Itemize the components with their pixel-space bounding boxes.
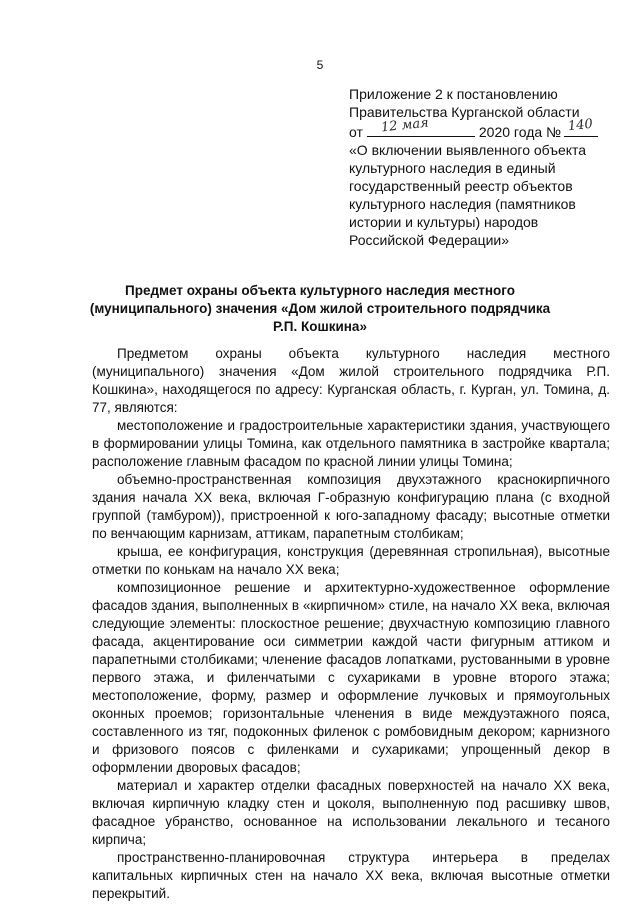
- body-paragraph: пространственно-планировочная структура интерьера в пределах капитальных кирпичных стен на начало XX века, включая высотные отметки перекрытий.: [92, 850, 610, 901]
- title-line: Р.П. Кошкина»: [273, 319, 367, 334]
- appendix-line-1: Приложение 2 к постановлению: [349, 86, 558, 102]
- appendix-line-2: Правительства Курганской области: [349, 104, 580, 120]
- body-paragraph: объемно-пространственная композиция двухэтажного краснокирпичного здания начала XX века, включая Г-образную конфигурацию плана (с входной группой (тамбуром)), пристроенной к юго-западному фасаду; высотные отметки по венчающим карнизам, аттикам, парапетным столбикам;: [92, 472, 610, 541]
- number-blank: [564, 116, 598, 137]
- document-title: [80, 282, 560, 336]
- date-blank: [367, 115, 475, 137]
- body-paragraph: материал и характер отделки фасадных поверхностей на начало XX века, включая кирпичную кладку стен и цоколя, выполненную под расшивку швов, фасадное убранство, основанное на использовании лекального и тесаного кирпича;: [92, 778, 610, 847]
- document-body: [92, 345, 610, 903]
- year-text: 2020 года №: [478, 124, 562, 140]
- body-paragraph: Предметом охраны объекта культурного наследия местного (муниципального) значения «Дом жилой строительного подрядчика Р.П. Кошкина», находящегося по адресу: Курганская область, г. Курган, ул. Томина, д. 77, являются:: [92, 346, 610, 415]
- appendix-subject: [349, 141, 619, 249]
- appendix-block: [349, 85, 619, 249]
- date-prefix: от: [349, 124, 363, 140]
- title-line: Предмет охраны объекта культурного наследия местного: [125, 283, 515, 298]
- subject-line: «О включении выявленного объекта: [349, 142, 587, 158]
- body-paragraph: крыша, ее конфигурация, конструкция (деревянная стропильная), высотные отметки по конькам на начало XX века;: [92, 544, 610, 577]
- body-paragraph: местоположение и градостроительные характеристики здания, участвующего в формировании улицы Томина, как отдельного памятника в застройке квартала; расположение главным фасадом по красной линии улицы Томина;: [92, 418, 610, 469]
- handwritten-date: 12 мая: [380, 115, 430, 136]
- body-paragraph: композиционное решение и архитектурно-художественное оформление фасадов здания, выполненных в «кирпичном» стиле, на начало XX века, включая следующие элементы: плоскостное решение; двухчастную композицию главного фасада, акцентирование оси симметрии каждой части фигурным аттиком и парапетными столбиками; членение фасадов лопатками, рустованными в уровне первого этажа, и филенчатыми с сухариками в уровне второго этажа; местоположение, форму, размер и оформление лучковых и прямоугольных оконных проемов; горизонтальные членения в виде междуэтажного пояса, составленного из тяг, подоконных филенок с ромбовидным декором; карнизного и фризового поясов с филенками и сухариками; упрощенный декор в оформлении дворовых фасадов;: [92, 580, 610, 775]
- subject-line: государственный реестр объектов: [349, 178, 573, 194]
- subject-line: культурного наследия (памятников: [349, 196, 576, 212]
- title-line: (муниципального) значения «Дом жилой строительного подрядчика: [89, 301, 551, 316]
- page-number: 5: [316, 58, 324, 72]
- subject-line: Российской Федерации»: [349, 232, 510, 248]
- subject-line: истории и культуры) народов: [349, 214, 539, 230]
- handwritten-number: 140: [567, 116, 594, 135]
- appendix-date-line: [349, 115, 619, 141]
- subject-line: культурного наследия в единый: [349, 160, 556, 176]
